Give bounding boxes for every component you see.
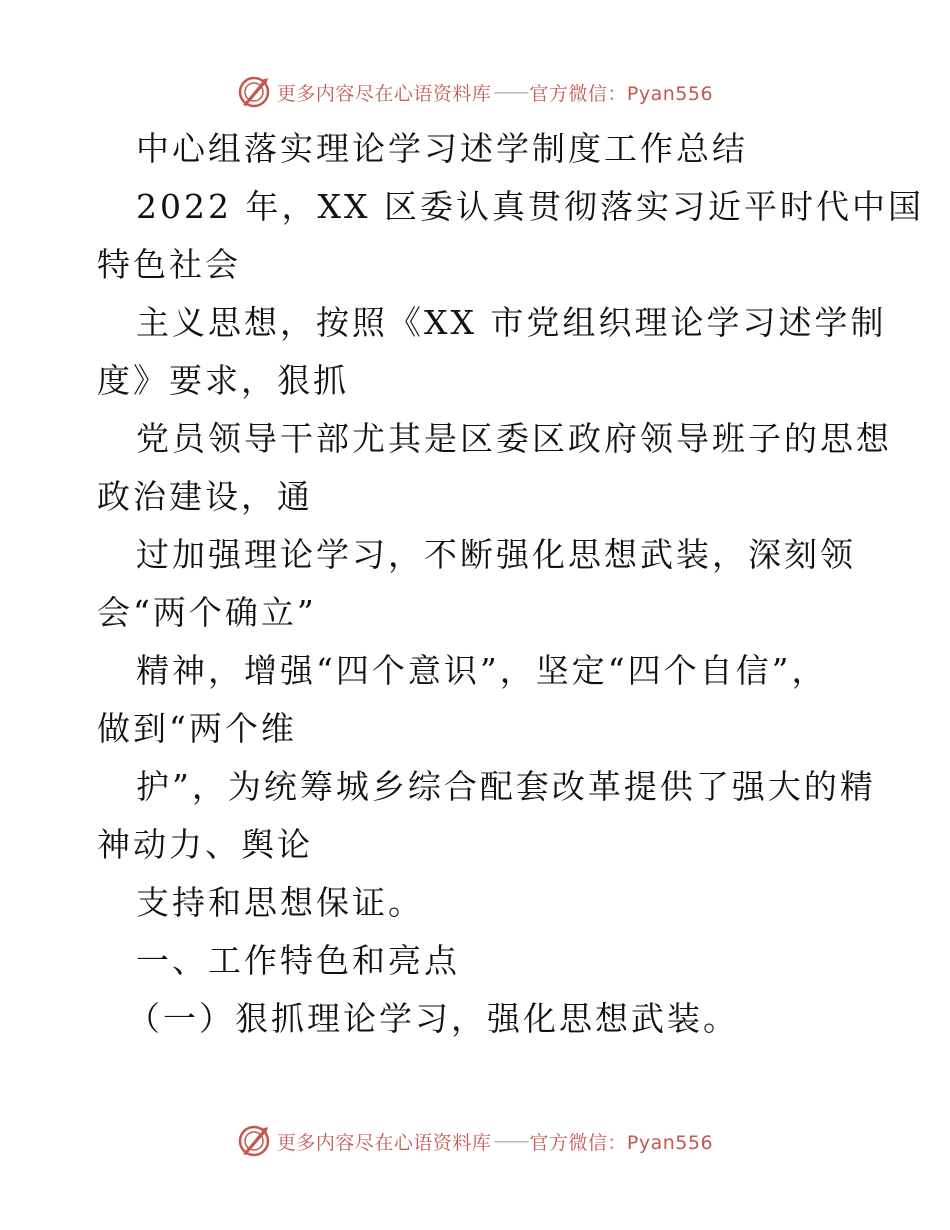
paragraph-line: 精神，增强“四个意识”，坚定“四个自信”， <box>136 651 828 690</box>
paragraph-line: 党员领导干部尤其是区委区政府领导班子的思想 <box>136 419 892 458</box>
paragraph-line: 会“两个确立” <box>97 593 317 632</box>
paragraph-line: 支持和思想保证。 <box>136 883 424 922</box>
document-title: 中心组落实理论学习述学制度工作总结 <box>136 129 748 168</box>
watermark-separator: —— <box>493 81 528 103</box>
watermark-wechat-text: 官方微信：Pyan556 <box>529 1131 714 1154</box>
watermark-site-text: 更多内容尽在心语资料库 <box>276 1131 492 1154</box>
paragraph-line: 过加强理论学习，不断强化思想武装，深刻领 <box>136 535 856 574</box>
quill-logo-icon <box>237 75 271 109</box>
paragraph-line: 政治建设，通 <box>97 477 313 516</box>
watermark-wechat-text: 官方微信：Pyan556 <box>529 82 714 105</box>
paragraph-line: 护”，为统筹城乡综合配套改革提供了强大的精 <box>136 767 876 806</box>
paragraph-line: 做到“两个维 <box>97 709 297 748</box>
quill-logo-icon <box>237 1124 271 1158</box>
footer-watermark <box>0 1121 950 1161</box>
paragraph-line: 神动力、舆论 <box>97 825 313 864</box>
section-heading: 一、工作特色和亮点 <box>136 941 460 980</box>
watermark-separator: —— <box>493 1130 528 1152</box>
subsection-heading: （一）狠抓理论学习，强化思想武装。 <box>127 999 739 1038</box>
paragraph-line: 度》要求，狠抓 <box>97 361 349 400</box>
document-body <box>97 120 924 1048</box>
paragraph-line: 特色社会 <box>97 245 241 284</box>
watermark-site-text: 更多内容尽在心语资料库 <box>276 82 492 105</box>
paragraph-line: 2022 年，XX 区委认真贯彻落实习近平时代中国 <box>136 187 924 226</box>
paragraph-line: 主义思想，按照《XX 市党组织理论学习述学制 <box>136 303 887 342</box>
header-watermark <box>0 72 950 112</box>
